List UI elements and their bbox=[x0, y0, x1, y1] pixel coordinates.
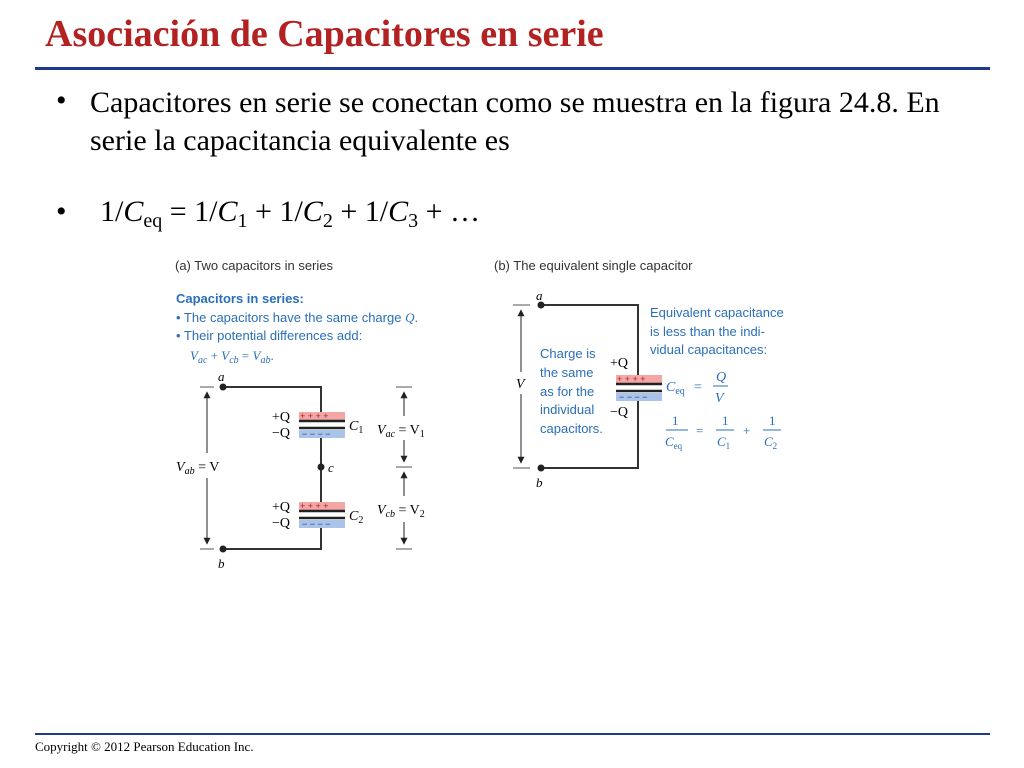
equivalent-note: Equivalent capacitance is less than the indi- vidual capacitances: bbox=[650, 305, 784, 357]
vab-label: $V_{ab} = V$ bbox=[176, 460, 220, 477]
ceq-minus-q: −Q bbox=[610, 405, 629, 420]
panel-a-heading: (a) Two capacitors in series bbox=[175, 258, 334, 273]
ceq-denominator: V bbox=[715, 391, 724, 406]
c2-minus-signs: − − − − bbox=[302, 519, 331, 529]
bullet-marker: • bbox=[56, 195, 67, 228]
c2-minus-q: −Q bbox=[272, 516, 291, 531]
ceq-plus-signs: + + + + bbox=[617, 374, 646, 384]
v-label: V bbox=[516, 377, 525, 392]
recip-ceq: $C_{eq}$ bbox=[665, 434, 683, 451]
ceq-numerator: Q bbox=[716, 370, 727, 385]
c2-label: $C_2$ bbox=[349, 509, 364, 526]
c2-plus-signs: + + + + bbox=[300, 501, 329, 511]
recip-equals: = bbox=[696, 423, 704, 438]
recip-one-ceq: 1 bbox=[672, 413, 679, 428]
series-note-line1: • The capacitors have the same charge Q. bbox=[176, 310, 419, 325]
ceq-formula bbox=[666, 370, 728, 406]
ceq-minus-signs: − − − − bbox=[619, 392, 648, 402]
terminal-a-label-b: a bbox=[536, 288, 543, 303]
vcb-label: $V_{cb} = V_2$ bbox=[377, 503, 425, 520]
ceq-equals: = bbox=[694, 380, 702, 395]
panel-b-heading: (b) The equivalent single capacitor bbox=[494, 258, 693, 273]
c1-minus-q: −Q bbox=[272, 426, 291, 441]
ceq-plus-q: +Q bbox=[610, 356, 629, 371]
series-note-line2: • Their potential differences add: bbox=[176, 328, 363, 343]
copyright-notice: Copyright © 2012 Pearson Education Inc. bbox=[35, 739, 254, 754]
bullet-marker: • bbox=[56, 84, 67, 117]
c1-minus-signs: − − − − bbox=[302, 429, 331, 439]
c1-plus-q: +Q bbox=[272, 410, 291, 425]
c2-plus-q: +Q bbox=[272, 500, 291, 515]
vac-label: $V_{ac} = V_1$ bbox=[377, 423, 425, 440]
recip-plus: + bbox=[743, 423, 751, 438]
bullet-text-1: Capacitores en serie se conectan como se muestra en la figura 24.8. En serie la capacitancia equivalente es bbox=[90, 86, 940, 157]
panel-a bbox=[175, 258, 425, 571]
footer-divider bbox=[35, 733, 990, 735]
recip-one-c1: 1 bbox=[722, 413, 729, 428]
terminal-b-label-b: b bbox=[536, 475, 543, 490]
recip-c1: $C_1$ bbox=[717, 434, 731, 451]
c1-label: $C_1$ bbox=[349, 419, 364, 436]
node-c-label: c bbox=[328, 460, 334, 475]
terminal-b-label: b bbox=[218, 556, 225, 571]
terminal-b-dot bbox=[220, 546, 227, 553]
terminal-a-dot bbox=[220, 384, 227, 391]
series-note-title: Capacitors in series: bbox=[176, 291, 304, 306]
terminal-a-label: a bbox=[218, 369, 225, 384]
reciprocal-formula bbox=[665, 413, 781, 451]
slide-title: Asociación de Capacitores en serie bbox=[45, 13, 604, 55]
terminal-b-dot-b bbox=[538, 465, 545, 472]
recip-c2: $C_2$ bbox=[764, 434, 778, 451]
series-voltage-sum: $V_{ac} + V_{cb} = V_{ab}$. bbox=[190, 348, 274, 366]
recip-one-c2: 1 bbox=[769, 413, 776, 428]
node-c-dot bbox=[318, 464, 325, 471]
ceq-symbol: $C_{eq}$ bbox=[666, 380, 685, 397]
c1-plus-signs: + + + + bbox=[300, 411, 329, 421]
equivalent-capacitance-equation: $1/C_{eq} = 1/C_1 + 1/C_2 + 1/C_3$ + … bbox=[100, 195, 481, 232]
charge-note: Charge is the same as for the individual capacitors. bbox=[540, 346, 603, 436]
panel-b bbox=[494, 258, 787, 490]
